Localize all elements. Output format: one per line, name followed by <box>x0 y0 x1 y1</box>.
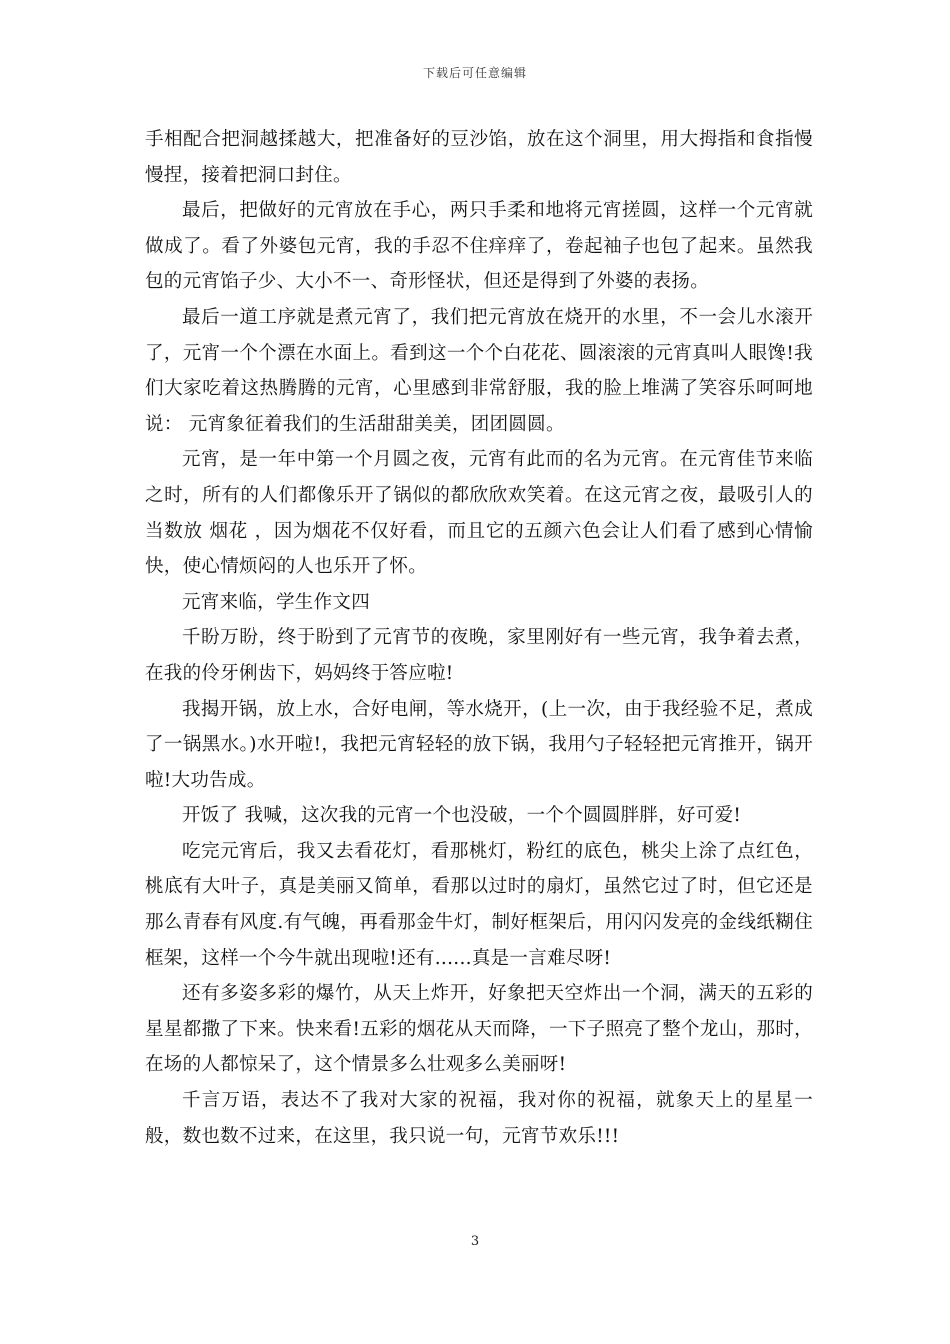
paragraph: 千盼万盼，终于盼到了元宵节的夜晚，家里刚好有一些元宵，我争着去煮，在我的伶牙俐齿下，妈妈终于答应啦! <box>145 627 813 684</box>
paragraph: 最后，把做好的元宵放在手心，两只手柔和地将元宵搓圆，这样一个元宵就做成了。看了外婆包元宵，我的手忍不住痒痒了，卷起袖子也包了起来。虽然我包的元宵馅子少、大小不一、奇形怪状，但还是得到了外婆的表扬。 <box>145 200 813 293</box>
page-number: 3 <box>470 1234 480 1249</box>
paragraph: 吃完元宵后，我又去看花灯，看那桃灯，粉红的底色，桃尖上涂了点红色，桃底有大叶子，真是美丽又简单，看那以过时的扇灯，虽然它过了时，但它还是那么青春有风度.有气魄，再看那金牛灯，制好框架后，用闪闪发亮的金线纸糊住框架，这样一个今牛就出现啦!还有......真是一言难尽呀! <box>145 840 813 969</box>
paragraph: 元宵，是一年中第一个月圆之夜，元宵有此而的名为元宵。在元宵佳节来临之时，所有的人们都像乐开了锅似的都欣欣欢笑着。在这元宵之夜，最吸引人的当数放 烟花 ，因为烟花不仅好看，而且它的五颜六色会让人们看了感到心情愉快，使心情烦闷的人也乐开了怀。 <box>145 449 813 578</box>
section-title: 元宵来临，学生作文四 <box>182 591 371 613</box>
paragraph-continuation: 手相配合把洞越揉越大，把准备好的豆沙馅，放在这个洞里，用大拇指和食指慢慢捏，接着把洞口封住。 <box>145 129 813 186</box>
document-body <box>145 122 813 1154</box>
paragraph: 千言万语，表达不了我对大家的祝福，我对你的祝福，就象天上的星星一般，数也数不过来，在这里，我只说一句，元宵节欢乐!!! <box>145 1090 813 1147</box>
paragraph: 开饭了 我喊，这次我的元宵一个也没破，一个个圆圆胖胖，好可爱! <box>182 805 742 827</box>
paragraph: 我揭开锅，放上水，合好电闸，等水烧开，(上一次，由于我经验不足，煮成了一锅黑水。)水开啦!，我把元宵轻轻的放下锅，我用勺子轻轻把元宵推开，锅开啦!大功告成。 <box>145 698 813 791</box>
paragraph: 还有多姿多彩的爆竹，从天上炸开，好象把天空炸出一个洞，满天的五彩的星星都撒了下来。快来看!五彩的烟花从天而降，一下子照亮了整个龙山，那时，在场的人都惊呆了，这个情景多么壮观多么美丽呀! <box>145 983 813 1076</box>
page-header: 下载后可任意编辑 <box>422 66 527 80</box>
paragraph: 最后一道工序就是煮元宵了，我们把元宵放在烧开的水里，不一会儿水滚开了，元宵一个个漂在水面上。看到这一个个白花花、圆滚滚的元宵真叫人眼馋!我们大家吃着这热腾腾的元宵，心里感到非常舒服，我的脸上堆满了笑容乐呵呵地说： 元宵象征着我们的生活甜甜美美，团团圆圆。 <box>145 306 813 435</box>
